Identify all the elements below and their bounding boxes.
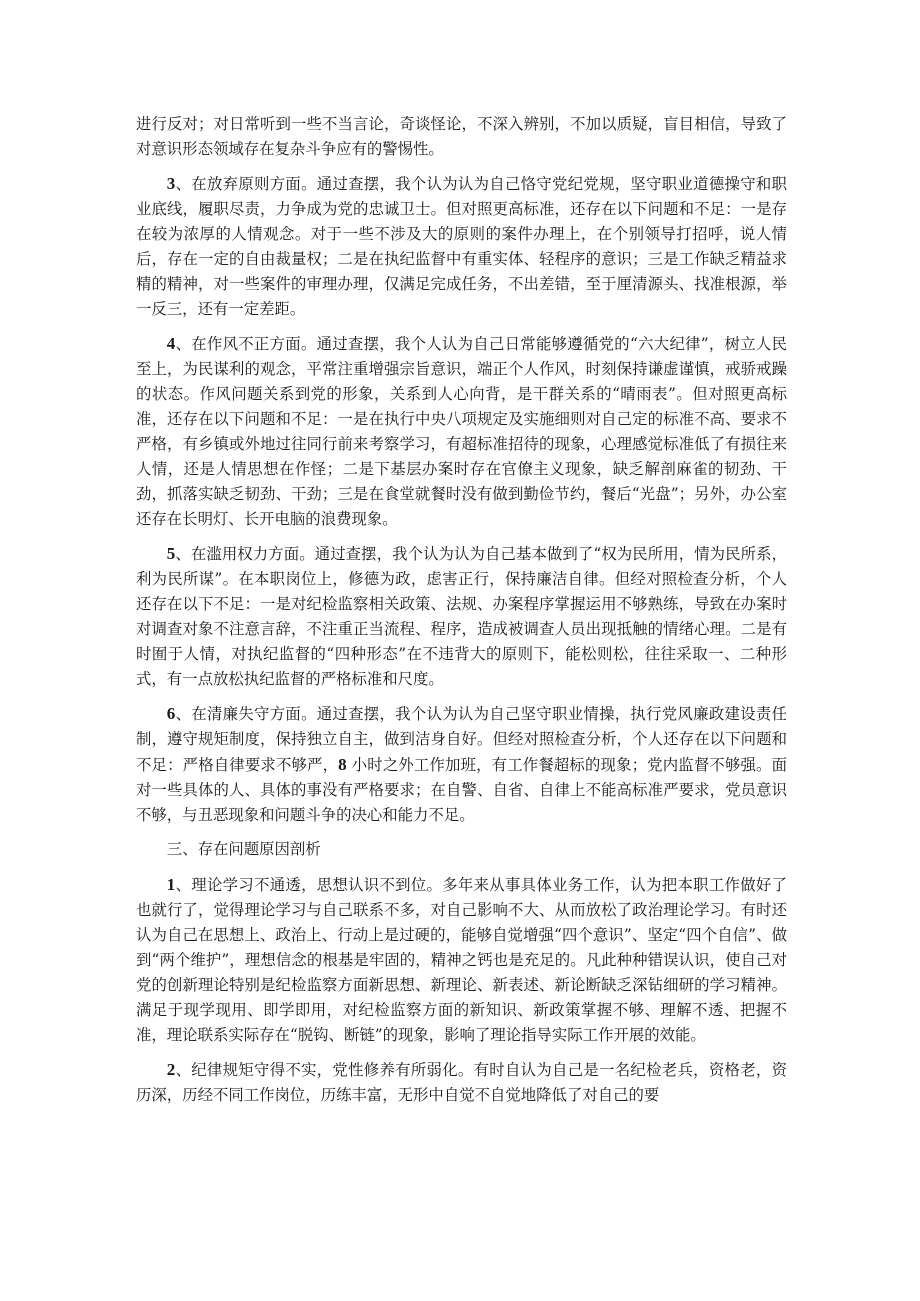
- paragraph-text: 进行反对；对日常听到一些不当言论，奇谈怪论，不深入辨别，不加以质疑，盲目相信，导致了对意识形态领域存在复杂斗争应有的警惕性。: [136, 115, 787, 158]
- paragraph-text: 小时之外工作加班，有工作餐超标的现象；党内监督不够强。面对一些具体的人、具体的事没有严格要求；在自警、自省、自律上不能高标准严要求，党员意识不够，与丑恶现象和问题斗争的决心和能力不足。: [136, 756, 787, 824]
- paragraph-item-6: [136, 701, 787, 828]
- paragraph-cause-1: [136, 872, 787, 1048]
- paragraph-text: 、在放弃原则方面。通过查摆，我个认为认为自己恪守党纪党规，坚守职业道德操守和职业底线，履职尽责，力争成为党的忠诚卫士。但对照更高标准，还存在以下问题和不足：一是存在较为浓厚的人情观念。对于一些不涉及大的原则的案件办理上，在个别领导打招呼，说人情后，存在一定的自由裁量权；二是在执纪监督中有重实体、轻程序的意识；三是工作缺乏精益求精的精神，对一些案件的审理办理，仅满足完成任务，不出差错，至于厘清源头、找准根源，举一反三，还有一定差距。: [136, 175, 787, 318]
- item-number: 2: [166, 1060, 176, 1079]
- paragraph-text: 、在作风不正方面。通过查摆，我个人认为自己日常能够遵循党的“六大纪律”，树立人民至上，为民谋利的观念，平常注重增强宗旨意识，端正个人作风，时刻保持谦虚谨慎，戒骄戒躁的状态。作风问题关系到党的形象，关系到人心向背，是干群关系的“晴雨表”。但对照更高标准，还存在以下问题和不足：一是在执行中央八项规定及实施细则对自己定的标准不高、要求不严格，有乡镇或外地过往同行前来考察学习，有超标准招待的现象，心理感觉标准低了有损往来人情，还是人情思想在作怪；二是下基层办案时存在官僚主义现象，缺乏解剖麻雀的韧劲、干劲，抓落实缺乏韧劲、干劲；三是在食堂就餐时没有做到勤俭节约，餐后“光盘”；另外，办公室还存在长明灯、长开电脑的浪费现象。: [136, 335, 787, 528]
- item-number: 3: [166, 174, 176, 193]
- item-number: 1: [166, 875, 176, 894]
- document-page: [136, 112, 787, 1117]
- paragraph-text: 、在滥用权力方面。通过查摆，我个认为认为自己基本做到了“权为民所用，情为民所系，利为民所谋”。在本职岗位上，修德为政，虑害正行，保持廉洁自律。但经对照检查分析，个人还存在以下不足：一是对纪检监察相关政策、法规、办案程序掌握运用不够熟练，导致在办案时对调查对象不注意言辞，不注重正当流程、程序，造成被调查人员出现抵触的情绪心理。二是有时囿于人情，对执纪监督的“四种形态”在不违背大的原则下，能松则松，往往采取一、二种形式，有一点放松执纪监督的严格标准和尺度。: [136, 545, 787, 688]
- paragraph-text: 、纪律规矩守得不实，党性修养有所弱化。有时自认为自己是一名纪检老兵，资格老，资历深，历经不同工作岗位，历练丰富，无形中自觉不自觉地降低了对自己的要: [136, 1061, 787, 1104]
- bold-number: 8: [338, 755, 347, 774]
- item-number: 6: [166, 704, 176, 723]
- paragraph-item-4: [136, 331, 787, 532]
- section-heading: 三、存在问题原因剖析: [166, 840, 321, 858]
- item-number: 5: [166, 544, 176, 563]
- item-number: 4: [166, 334, 176, 353]
- paragraph-item-3: [136, 171, 787, 322]
- paragraph-text: 、理论学习不通透，思想认识不到位。多年来从事具体业务工作，认为把本职工作做好了也就行了，觉得理论学习与自己联系不多，对自己影响不大、从而放松了政治理论学习。有时还认为自己在思想上、政治上、行动上是过硬的，能够自觉增强“四个意识”、坚定“四个自信”、做到“两个维护”，理想信念的根基是牢固的，精神之钙也是充足的。凡此种种错误认识，使自己对党的创新理论特别是纪检监察方面新思想、新理论、新表述、新论断缺乏深钻细研的学习精神。满足于现学现用、即学即用，对纪检监察方面的新知识、新政策掌握不够、理解不透、把握不准，理论联系实际存在“脱钩、断链”的现象，影响了理论指导实际工作开展的效能。: [136, 876, 787, 1044]
- paragraph-text: 、在清廉失守方面。通过查摆，我个认为认为自己坚守职业情操，执行党风廉政建设责任制，遵守规矩制度，保持独立自主，做到洁身自好。但经对照检查分析，个人还存在以下问题和不足：严格自律要求不够严，: [136, 705, 787, 774]
- paragraph-intro: [136, 112, 787, 162]
- paragraph-cause-2: [136, 1057, 787, 1108]
- paragraph-item-5: [136, 541, 787, 692]
